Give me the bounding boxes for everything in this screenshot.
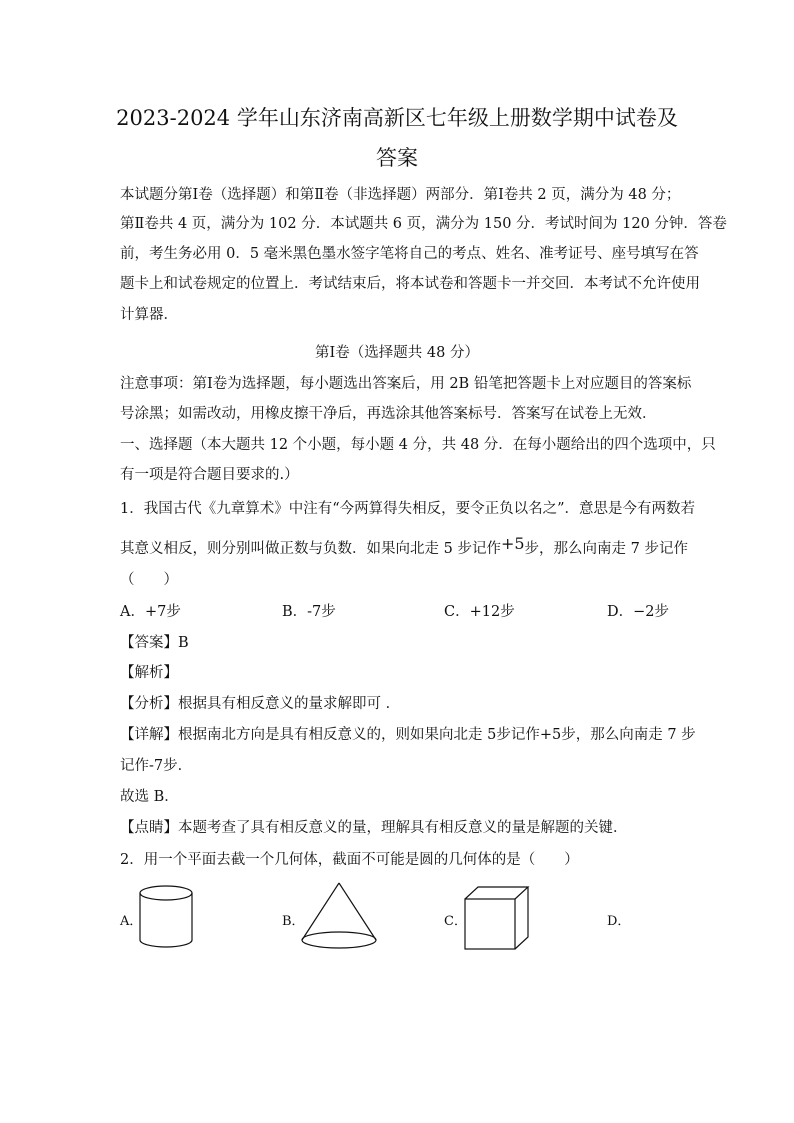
q1-answer-paren: （ ） — [120, 572, 178, 588]
q1-stem-line2 — [120, 536, 690, 561]
document-title-line1: 2023-2024 学年山东济南高新区七年级上册数学期中试卷及 — [116, 106, 678, 130]
q1-dianjing: 【点睛】本题考查了具有相反意义的量，理解具有相反意义的量是解题的关键． — [120, 820, 628, 836]
q1-xiangjie-line1: 【详解】根据南北方向是具有相反意义的，则如果向北走 5步记作+5步，那么向南走 7 步 — [120, 727, 696, 743]
q1-stem-text-a: 其意义相反，则分别叫做正数与负数．如果向北走 5 步记作 — [120, 541, 501, 557]
q1-option-a: A．+7步 — [120, 604, 181, 620]
q1-fenxi: 【分析】根据具有相反意义的量求解即可 ． — [120, 696, 401, 712]
q1-stem-text-b: 步，那么向南走 7 步记作 — [524, 541, 688, 557]
q1-option-d: D．−2步 — [607, 604, 670, 620]
notes-line: 注意事项：第Ⅰ卷为选择题，每小题选出答案后，用 2B 铅笔把答题卡上对应题目的答案标 — [120, 376, 692, 392]
q1-plus-five: +5 — [500, 534, 525, 553]
q1-guxuan: 故选 B． — [120, 789, 179, 805]
cube-icon — [462, 884, 532, 952]
cone-icon — [298, 880, 380, 952]
q1-analysis-label: 【解析】 — [120, 665, 178, 681]
q1-option-b: B．-7步 — [282, 604, 336, 620]
intro-line: 前，考生务必用 0．5 毫米黑色墨水签字笔将自己的考点、姓名、准考证号、座号填写在答 — [120, 246, 699, 262]
q2-label-d: D． — [607, 914, 631, 929]
intro-line: 题卡上和试卷规定的位置上．考试结束后，将本试卷和答题卡一并交回．本考试不允许使用 — [120, 276, 700, 292]
q1-xiangjie-line2: 记作-7步． — [120, 758, 193, 774]
intro-line: 第Ⅱ卷共 4 页，满分为 102 分．本试题共 6 页，满分为 150 分．考试时间为 120 分钟．答卷 — [120, 216, 727, 232]
q1-stem-line1: 1．我国古代《九章算术》中注有“今两算得失相反，要令正负以名之”．意思是今有两数若 — [120, 501, 696, 517]
q2-label-a: A． — [120, 914, 143, 929]
section-heading: 第Ⅰ卷（选择题共 48 分） — [315, 345, 479, 361]
q2-stem: 2．用一个平面去截一个几何体，截面不可能是圆的几何体的是（ ） — [120, 852, 579, 868]
part-one-heading: 一、选择题（本大题共 12 个小题，每小题 4 分，共 48 分．在每小题给出的四个选项中，只 — [120, 437, 716, 453]
q2-label-b: B． — [282, 914, 305, 929]
q2-label-c: C． — [444, 914, 467, 929]
q1-option-c: C．+12步 — [444, 604, 515, 620]
notes-line: 号涂黑；如需改动，用橡皮擦干净后，再选涂其他答案标号．答案写在试卷上无效． — [120, 406, 657, 422]
part-one-heading: 有一项是符合题目要求的.） — [120, 467, 299, 483]
document-title-line2: 答案 — [376, 146, 418, 170]
cylinder-icon — [136, 884, 196, 952]
q1-answer: 【答案】B — [120, 635, 189, 651]
intro-line: 计算器． — [120, 307, 178, 323]
intro-line: 本试题分第Ⅰ卷（选择题）和第Ⅱ卷（非选择题）两部分．第Ⅰ卷共 2 页，满分为 48 分； — [120, 187, 681, 203]
